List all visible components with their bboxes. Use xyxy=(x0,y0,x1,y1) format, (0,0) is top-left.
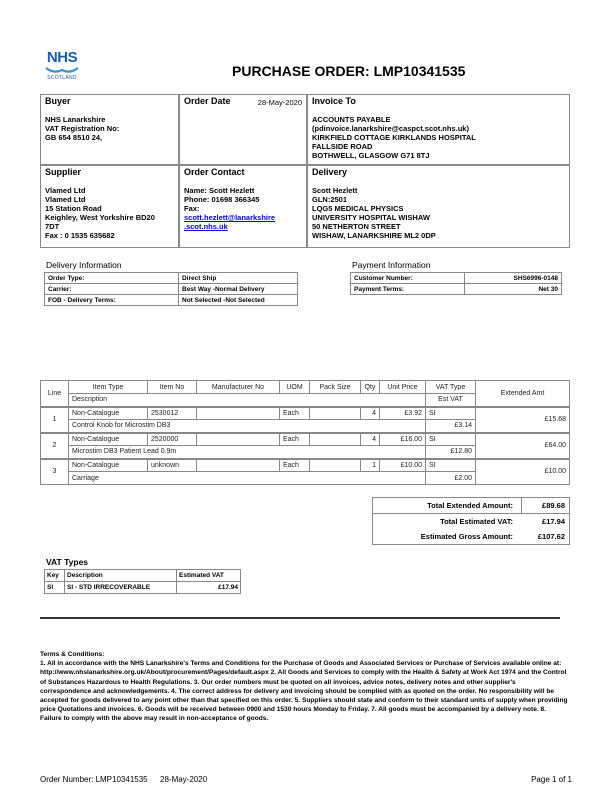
vat-key: SI xyxy=(45,582,65,594)
supplier-line: 15 Station Road xyxy=(45,204,102,213)
buyer-line: NHS Lanarkshire xyxy=(45,115,106,124)
logo-scotland-text: SCOTLAND xyxy=(47,75,77,81)
item-uom: Each xyxy=(280,407,310,420)
item-unit-price: £16.00 xyxy=(380,433,426,446)
order-contact-section xyxy=(180,166,306,233)
totals-box xyxy=(372,497,570,545)
payment-info-table xyxy=(350,272,562,295)
col-qty: Qty xyxy=(361,381,380,394)
item-uom: Each xyxy=(280,433,310,446)
item-pack-size xyxy=(310,433,361,446)
payment-info-heading: Payment Information xyxy=(352,260,431,270)
col-key: Key xyxy=(45,570,65,582)
table-row xyxy=(41,459,570,472)
kv-value: Net 30 xyxy=(465,284,562,295)
item-description: Control Knob for Microstim DB3 xyxy=(69,420,426,433)
item-vat-type: SI xyxy=(426,433,476,446)
table-header-row xyxy=(41,381,570,394)
col-estimated-vat: Estimated VAT xyxy=(177,570,241,582)
item-est-vat: £3.14 xyxy=(426,420,476,433)
contact-phone: Phone: 01698 366345 xyxy=(184,195,260,204)
supplier-section xyxy=(41,166,178,242)
supplier-line: Fax : 0 1535 635682 xyxy=(45,231,115,240)
delivery-line: UNIVERSITY HOSPITAL WISHAW xyxy=(312,213,430,222)
item-extended-amt: £10.00 xyxy=(476,459,570,485)
col-line: Line xyxy=(41,381,69,407)
total-extended-label: Total Extended Amount: xyxy=(427,501,513,510)
col-pack-size: Pack Size xyxy=(310,381,361,394)
gross-amount-label: Estimated Gross Amount: xyxy=(420,532,513,541)
item-unit-price: £3.92 xyxy=(380,407,426,420)
vat-description: SI - STD IRRECOVERABLE xyxy=(65,582,177,594)
col-unit-price: Unit Price xyxy=(380,381,426,394)
kv-label: Customer Number: xyxy=(351,273,465,284)
kv-value: Not Selected -Not Selected xyxy=(179,295,298,306)
item-line: 1 xyxy=(41,407,69,433)
delivery-heading: Delivery xyxy=(312,167,348,177)
item-line: 3 xyxy=(41,459,69,485)
col-manufacturer-no: Manufacturer No xyxy=(197,381,280,394)
nhs-scotland-logo xyxy=(44,50,80,90)
col-vat-type: VAT Type xyxy=(426,381,476,394)
item-no: 2530012 xyxy=(148,407,197,420)
item-no: unknown xyxy=(148,459,197,472)
item-vat-type: SI xyxy=(426,459,476,472)
total-vat-label: Total Estimated VAT: xyxy=(440,517,513,526)
page-title: PURCHASE ORDER: LMP10341535 xyxy=(232,63,466,79)
order-date-value: 28-May-2020 xyxy=(257,98,302,107)
invoice-to-heading: Invoice To xyxy=(312,96,356,106)
item-pack-size xyxy=(310,459,361,472)
col-est-vat: Est VAT xyxy=(426,394,476,407)
item-manufacturer-no xyxy=(197,459,280,472)
total-extended-value: £89.68 xyxy=(542,501,565,510)
item-est-vat: £2.00 xyxy=(426,472,476,485)
buyer-heading: Buyer xyxy=(45,96,71,106)
delivery-line: LQG5 MEDICAL PHYSICS xyxy=(312,204,404,213)
supplier-line: Vlamed Ltd xyxy=(45,195,86,204)
gross-amount-value: £107.62 xyxy=(537,532,565,541)
table-row xyxy=(45,273,298,284)
table-row xyxy=(41,433,570,446)
item-qty: 1 xyxy=(361,459,380,472)
table-row xyxy=(45,284,298,295)
buyer-line: GB 654 8510 24, xyxy=(45,133,103,142)
supplier-line: 7DT xyxy=(45,222,60,231)
contact-email-link-cont[interactable]: .scot.nhs.uk xyxy=(184,222,228,231)
vat-estimated: £17.94 xyxy=(177,582,241,594)
terms-and-conditions xyxy=(40,650,568,724)
kv-label: Carrier: xyxy=(45,284,179,295)
supplier-line: Vlamed Ltd xyxy=(45,186,86,195)
delivery-line: 50 NETHERTON STREET xyxy=(312,222,401,231)
item-description: Microstim DB3 Patient Lead 0.9m xyxy=(69,446,426,459)
vat-types-table xyxy=(44,569,241,594)
terms-body: 1. All in accordance with the NHS Lanarkshire's Terms and Conditions for the Purchase of Goods and Associated Services or Purchase of Services available online at: http://www.nhslanarkshire.org.uk/About/procurement/Pages/default.aspx 2. All Goods and Services to comply with the Health & Safety at Work Act 1974 and the Control of Substances Hazardous to Health Regulations. 3. Our order numbers must be quoted on all invoices, advice notes, delivery notes and other supplier's correspondence and acknowledgements. 4. The correct address for delivery and invoicing should be complied with as quoted on the order. No responsibility will be accepted for goods delivered to any point other than that specified on this order. 5. Suppliers should state and conform to their standard units of supply when providing price Quotations and invoices. 6. Goods will be received between 0900 and 1530 hours Monday to Friday. 7. All goods must be accompanied by a delivery note. 8. Failure to comply with the above may result in non-acceptance of goods. xyxy=(40,660,568,723)
order-header-grid xyxy=(40,94,570,248)
col-description: Description xyxy=(69,394,426,407)
invoice-line: BOTHWELL, GLASGOW G71 8TJ xyxy=(312,151,430,160)
divider xyxy=(40,617,560,619)
item-qty: 4 xyxy=(361,407,380,420)
item-no: 2520000 xyxy=(148,433,197,446)
col-description: Description xyxy=(65,570,177,582)
item-pack-size xyxy=(310,407,361,420)
item-unit-price: £10.00 xyxy=(380,459,426,472)
buyer-section xyxy=(41,95,178,144)
delivery-line: WISHAW, LANARKSHIRE ML2 0DP xyxy=(312,231,436,240)
kv-value: Direct Ship xyxy=(179,273,298,284)
table-row xyxy=(351,284,562,295)
invoice-line: KIRKFIELD COTTAGE KIRKLANDS HOSPITAL xyxy=(312,133,476,142)
table-header-row xyxy=(45,570,241,582)
item-vat-type: SI xyxy=(426,407,476,420)
col-item-type: Item Type xyxy=(69,381,148,394)
vat-types-heading: VAT Types xyxy=(46,557,89,567)
logo-nhs-text: NHS xyxy=(46,49,78,66)
delivery-section xyxy=(308,166,570,242)
delivery-info-heading: Delivery Information xyxy=(46,260,122,270)
order-date-heading: Order Date xyxy=(184,96,231,106)
item-extended-amt: £15.68 xyxy=(476,407,570,433)
buyer-line: VAT Registration No: xyxy=(45,124,120,133)
footer-order-number: Order Number: LMP10341535 xyxy=(40,775,148,784)
item-type: Non-Catalogue xyxy=(69,407,148,420)
supplier-line: Keighley, West Yorkshire BD20 xyxy=(45,213,155,222)
table-row xyxy=(45,582,241,594)
line-items-table xyxy=(40,380,570,485)
contact-fax: Fax: xyxy=(184,204,200,213)
kv-label: FOB - Delivery Terms: xyxy=(45,295,179,306)
footer-date: 28-May-2020 xyxy=(160,775,208,784)
item-manufacturer-no xyxy=(197,433,280,446)
contact-name: Name: Scott Hezlett xyxy=(184,186,255,195)
terms-heading: Terms & Conditions: xyxy=(40,651,105,658)
contact-email-link[interactable]: scott.hezlett@lanarkshire xyxy=(184,213,276,222)
item-manufacturer-no xyxy=(197,407,280,420)
item-type: Non-Catalogue xyxy=(69,459,148,472)
item-uom: Each xyxy=(280,459,310,472)
col-uom: UOM xyxy=(280,381,310,394)
kv-value: Best Way -Normal Delivery xyxy=(179,284,298,295)
saltire-wave-icon xyxy=(45,66,79,74)
kv-value: SHS6996-0148 xyxy=(465,273,562,284)
invoice-line: (pdinvoice.lanarkshire@caspct.scot.nhs.uk) xyxy=(312,124,469,133)
invoice-line: FALLSIDE ROAD xyxy=(312,142,373,151)
order-date-section xyxy=(180,95,306,117)
total-vat-value: £17.94 xyxy=(542,517,565,526)
footer-page-number: Page 1 of 1 xyxy=(531,775,572,784)
item-line: 2 xyxy=(41,433,69,459)
table-row xyxy=(351,273,562,284)
item-extended-amt: £64.00 xyxy=(476,433,570,459)
invoice-line: ACCOUNTS PAYABLE xyxy=(312,115,391,124)
table-row xyxy=(41,407,570,420)
item-description: Carriage xyxy=(69,472,426,485)
col-extended-amt: Extended Amt xyxy=(476,381,570,407)
invoice-to-section xyxy=(308,95,570,162)
delivery-line: Scott Hezlett xyxy=(312,186,358,195)
delivery-info-table xyxy=(44,272,298,306)
col-item-no: Item No xyxy=(148,381,197,394)
kv-label: Order Type: xyxy=(45,273,179,284)
item-qty: 4 xyxy=(361,433,380,446)
item-type: Non-Catalogue xyxy=(69,433,148,446)
item-est-vat: £12.80 xyxy=(426,446,476,459)
supplier-heading: Supplier xyxy=(45,167,82,177)
order-contact-heading: Order Contact xyxy=(184,167,245,177)
delivery-line: GLN:2501 xyxy=(312,195,348,204)
kv-label: Payment Terms: xyxy=(351,284,465,295)
table-row xyxy=(45,295,298,306)
